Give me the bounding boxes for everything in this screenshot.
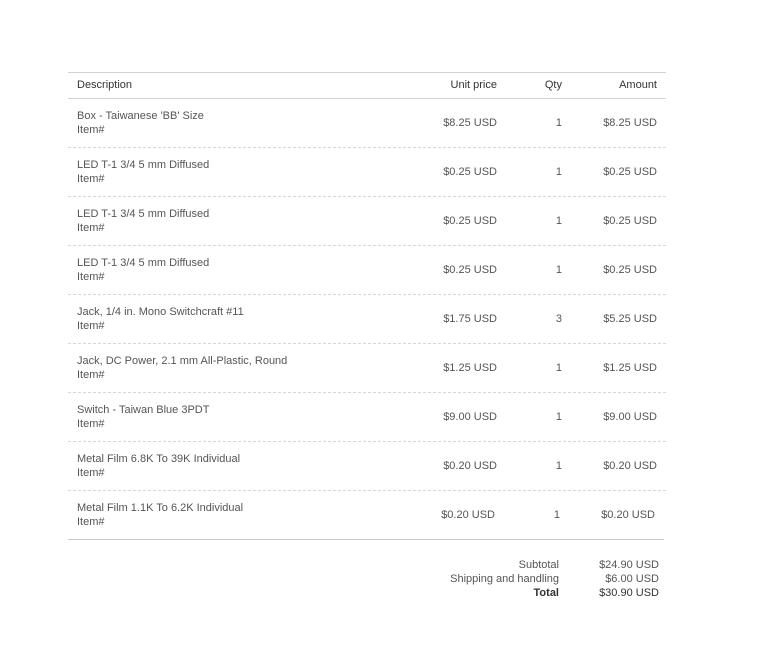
item-amount: $0.20 USD: [601, 509, 655, 521]
table-row: [68, 393, 666, 442]
total-row: [400, 586, 660, 600]
item-qty: 1: [555, 166, 562, 178]
totals-summary: [400, 558, 660, 600]
item-description: Metal Film 6.8K To 39K Individual: [77, 453, 241, 465]
table-row: [68, 197, 666, 246]
total-label: Total: [533, 587, 559, 599]
item-amount: $1.25 USD: [603, 362, 657, 374]
item-amount: $5.25 USD: [603, 313, 657, 325]
header-description: Description: [77, 79, 133, 91]
item-qty: 1: [555, 215, 562, 227]
item-number: Item#: [77, 369, 105, 381]
subtotal-value: $24.90 USD: [599, 559, 659, 571]
table-header: [68, 72, 666, 99]
item-description: Box - Taiwanese 'BB' Size: [77, 110, 204, 122]
item-unit-price: $1.25 USD: [443, 362, 497, 374]
total-value: $30.90 USD: [599, 587, 659, 599]
item-qty: 1: [555, 460, 562, 472]
table-row: [68, 295, 666, 344]
table-row: [68, 246, 666, 295]
subtotal-label: Subtotal: [518, 559, 559, 571]
item-number: Item#: [77, 271, 105, 283]
item-number: Item#: [77, 124, 105, 136]
item-description: Jack, DC Power, 2.1 mm All-Plastic, Round: [77, 355, 288, 367]
shipping-label: Shipping and handling: [450, 573, 559, 585]
item-amount: $0.20 USD: [603, 460, 657, 472]
item-qty: 1: [555, 411, 562, 423]
item-unit-price: $0.25 USD: [443, 215, 497, 227]
item-description: Metal Film 1.1K To 6.2K Individual: [77, 502, 244, 514]
subtotal-row: [400, 558, 660, 572]
item-number: Item#: [77, 222, 105, 234]
shipping-value: $6.00 USD: [605, 573, 659, 585]
item-number: Item#: [77, 467, 105, 479]
item-unit-price: $8.25 USD: [443, 117, 497, 129]
item-qty: 1: [555, 264, 562, 276]
item-description: LED T-1 3/4 5 mm Diffused: [77, 159, 210, 171]
item-description: LED T-1 3/4 5 mm Diffused: [77, 208, 210, 220]
table-row: [68, 344, 666, 393]
item-unit-price: $9.00 USD: [443, 411, 497, 423]
item-description: Jack, 1/4 in. Mono Switchcraft #11: [77, 306, 244, 318]
item-qty: 1: [555, 117, 562, 129]
item-amount: $0.25 USD: [603, 264, 657, 276]
header-qty: Qty: [544, 79, 562, 91]
table-row: [68, 99, 666, 148]
table-row: [68, 442, 666, 491]
item-description: LED T-1 3/4 5 mm Diffused: [77, 257, 210, 269]
item-number: Item#: [77, 418, 105, 430]
item-amount: $9.00 USD: [603, 411, 657, 423]
item-amount: $0.25 USD: [603, 166, 657, 178]
item-unit-price: $1.75 USD: [443, 313, 497, 325]
shipping-row: [400, 572, 660, 586]
item-qty: 1: [553, 509, 560, 521]
item-number: Item#: [77, 173, 105, 185]
item-qty: 3: [555, 313, 562, 325]
item-number: Item#: [77, 516, 105, 528]
item-number: Item#: [77, 320, 105, 332]
header-amount: Amount: [619, 79, 657, 91]
table-row: [68, 491, 664, 540]
item-description: Switch - Taiwan Blue 3PDT: [77, 404, 210, 416]
header-unit-price: Unit price: [450, 79, 497, 91]
item-qty: 1: [555, 362, 562, 374]
item-amount: $0.25 USD: [603, 215, 657, 227]
item-unit-price: $0.25 USD: [443, 166, 497, 178]
item-unit-price: $0.25 USD: [443, 264, 497, 276]
invoice-table: [68, 72, 666, 540]
item-unit-price: $0.20 USD: [443, 460, 497, 472]
item-amount: $8.25 USD: [603, 117, 657, 129]
item-unit-price: $0.20 USD: [441, 509, 495, 521]
table-row: [68, 148, 666, 197]
